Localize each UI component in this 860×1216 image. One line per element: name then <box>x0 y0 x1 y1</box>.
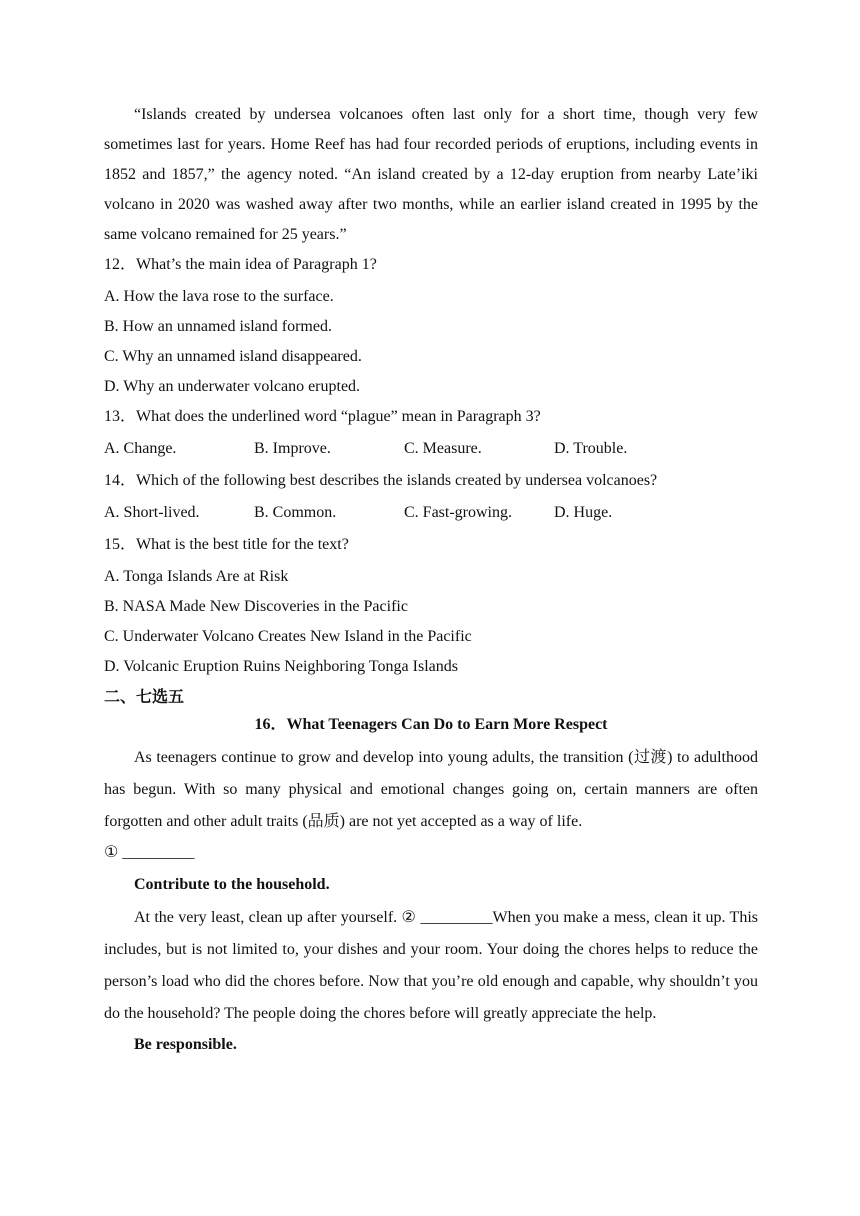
option-a: A. How the lava rose to the surface. <box>104 288 334 305</box>
options-row <box>104 434 758 466</box>
question-12 <box>104 250 758 402</box>
options-row <box>104 498 758 530</box>
option-c: C. Measure. <box>404 440 482 457</box>
question-stem: 14．Which of the following best describes the islands created by undersea volcanoes? <box>104 472 658 489</box>
question-13 <box>104 402 758 466</box>
option-d: D. Why an underwater volcano erupted. <box>104 378 361 395</box>
option-c: C. Why an unnamed island disappeared. <box>104 348 362 365</box>
question-stem: 12．What’s the main idea of Paragraph 1? <box>104 256 377 273</box>
option-b: B. Improve. <box>254 440 331 457</box>
passage-paragraph: As teenagers continue to grow and develop into young adults, the transition (过渡) to adulthood has begun. With so many physical and emotional changes going on, certain manners are often forgotten and other adult traits (品质) are not yet accepted as a way of life. <box>104 749 758 830</box>
option-a: A. Short-lived. <box>104 504 200 521</box>
document-page <box>104 100 758 1062</box>
option-c: C. Fast-growing. <box>404 504 512 521</box>
passage-paragraph: “Islands created by undersea volcanoes often last only for a short time, though very few sometimes last for years. Home Reef has had four recorded periods of eruptions, including events in 1852 and 1857,” the agency noted. “An island created by a 12-day eruption from nearby Late’iki volcano in 2020 was washed away after two months, while an earlier island created in 1995 by the same volcano remained for 25 years.” <box>104 106 758 243</box>
option-b: B. Common. <box>254 504 337 521</box>
option-d: D. Volcanic Eruption Ruins Neighboring Tonga Islands <box>104 658 458 675</box>
option-a: A. Change. <box>104 440 177 457</box>
question-14 <box>104 466 758 530</box>
option-b: B. NASA Made New Discoveries in the Pacific <box>104 598 408 615</box>
option-d: D. Huge. <box>554 504 613 521</box>
subheading: Contribute to the household. <box>134 876 330 893</box>
question-stem: 15．What is the best title for the text? <box>104 536 349 553</box>
question-stem: 13．What does the underlined word “plague” mean in Paragraph 3? <box>104 408 541 425</box>
question-15 <box>104 530 758 682</box>
section-heading: 二、七选五 <box>104 687 185 706</box>
passage-title: 16．What Teenagers Can Do to Earn More Respect <box>254 716 608 733</box>
option-a: A. Tonga Islands Are at Risk <box>104 568 289 585</box>
option-b: B. How an unnamed island formed. <box>104 318 332 335</box>
answer-blank-1: ① _________ <box>104 844 195 861</box>
option-d: D. Trouble. <box>554 440 628 457</box>
option-c: C. Underwater Volcano Creates New Island in the Pacific <box>104 628 472 645</box>
subheading: Be responsible. <box>134 1036 237 1053</box>
passage-paragraph: At the very least, clean up after yourself. ② _________When you make a mess, clean it up. This includes, but is not limited to, your dishes and your room. Your doing the chores helps to reduce the person’s load who did the chores before. Now that you’re old enough and capable, why shouldn’t you do the household? The people doing the chores before will greatly appreciate the help. <box>104 909 758 1022</box>
